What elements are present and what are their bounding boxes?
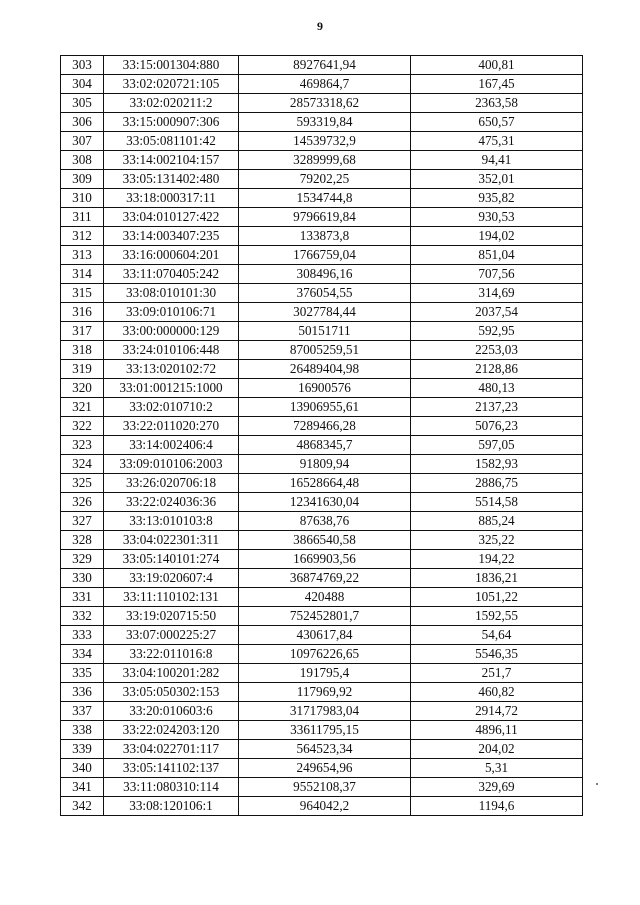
cadastral-value-cell: 8927641,94 [239, 56, 411, 75]
area-cell: 475,31 [411, 132, 583, 151]
cadastral-value-cell: 133873,8 [239, 227, 411, 246]
table-row [61, 683, 583, 702]
cadastral-value-cell: 31717983,04 [239, 702, 411, 721]
area-cell: 5076,23 [411, 417, 583, 436]
row-number-cell: 321 [61, 398, 104, 417]
table-row [61, 797, 583, 816]
row-number-cell: 328 [61, 531, 104, 550]
area-cell: 204,02 [411, 740, 583, 759]
row-number-cell: 341 [61, 778, 104, 797]
table-row [61, 436, 583, 455]
cadastral-value-cell: 964042,2 [239, 797, 411, 816]
table-row [61, 531, 583, 550]
cadastral-number-cell: 33:11:080310:114 [104, 778, 239, 797]
table-row [61, 208, 583, 227]
cadastral-value-cell: 16528664,48 [239, 474, 411, 493]
row-number-cell: 305 [61, 94, 104, 113]
area-cell: 251,7 [411, 664, 583, 683]
row-number-cell: 326 [61, 493, 104, 512]
area-cell: 935,82 [411, 189, 583, 208]
area-cell: 329,69 [411, 778, 583, 797]
cadastral-value-cell: 4868345,7 [239, 436, 411, 455]
cadastral-value-cell: 752452801,7 [239, 607, 411, 626]
table-row [61, 493, 583, 512]
row-number-cell: 322 [61, 417, 104, 436]
table-row [61, 455, 583, 474]
cadastral-number-cell: 33:22:011016:8 [104, 645, 239, 664]
cadastral-value-cell: 10976226,65 [239, 645, 411, 664]
cadastral-number-cell: 33:14:003407:235 [104, 227, 239, 246]
cadastral-value-cell: 7289466,28 [239, 417, 411, 436]
cadastral-value-cell: 91809,94 [239, 455, 411, 474]
cadastral-number-cell: 33:05:140101:274 [104, 550, 239, 569]
table-row [61, 398, 583, 417]
area-cell: 1592,55 [411, 607, 583, 626]
row-number-cell: 335 [61, 664, 104, 683]
table-row [61, 189, 583, 208]
area-cell: 1194,6 [411, 797, 583, 816]
cadastral-number-cell: 33:15:000907:306 [104, 113, 239, 132]
cadastral-number-cell: 33:18:000317:11 [104, 189, 239, 208]
cadastral-number-cell: 33:02:020211:2 [104, 94, 239, 113]
cadastral-number-cell: 33:04:022701:117 [104, 740, 239, 759]
cadastral-number-cell: 33:19:020715:50 [104, 607, 239, 626]
area-cell: 2253,03 [411, 341, 583, 360]
table-row [61, 227, 583, 246]
row-number-cell: 309 [61, 170, 104, 189]
area-cell: 851,04 [411, 246, 583, 265]
row-number-cell: 342 [61, 797, 104, 816]
area-cell: 314,69 [411, 284, 583, 303]
cadastral-number-cell: 33:04:010127:422 [104, 208, 239, 227]
table-row [61, 341, 583, 360]
area-cell: 4896,11 [411, 721, 583, 740]
cadastral-number-cell: 33:16:000604:201 [104, 246, 239, 265]
cadastral-number-cell: 33:05:141102:137 [104, 759, 239, 778]
area-cell: 2886,75 [411, 474, 583, 493]
cadastral-number-cell: 33:26:020706:18 [104, 474, 239, 493]
row-number-cell: 318 [61, 341, 104, 360]
cadastral-number-cell: 33:05:081101:42 [104, 132, 239, 151]
row-number-cell: 340 [61, 759, 104, 778]
cadastral-value-cell: 16900576 [239, 379, 411, 398]
row-number-cell: 330 [61, 569, 104, 588]
table-row [61, 417, 583, 436]
area-cell: 194,22 [411, 550, 583, 569]
table-row [61, 474, 583, 493]
cadastral-number-cell: 33:24:010106:448 [104, 341, 239, 360]
scan-speck [596, 783, 598, 785]
cadastral-number-cell: 33:07:000225:27 [104, 626, 239, 645]
row-number-cell: 317 [61, 322, 104, 341]
table-row [61, 303, 583, 322]
cadastral-number-cell: 33:11:070405:242 [104, 265, 239, 284]
cadastral-value-cell: 3866540,58 [239, 531, 411, 550]
cadastral-number-cell: 33:22:011020:270 [104, 417, 239, 436]
cadastral-value-cell: 87005259,51 [239, 341, 411, 360]
cadastral-value-cell: 376054,55 [239, 284, 411, 303]
table-row [61, 56, 583, 75]
table-row [61, 626, 583, 645]
row-number-cell: 313 [61, 246, 104, 265]
table-row [61, 360, 583, 379]
cadastral-value-cell: 36874769,22 [239, 569, 411, 588]
table-row [61, 113, 583, 132]
cadastral-number-cell: 33:19:020607:4 [104, 569, 239, 588]
row-number-cell: 310 [61, 189, 104, 208]
table-row [61, 588, 583, 607]
table-row [61, 151, 583, 170]
cadastral-value-cell: 564523,34 [239, 740, 411, 759]
area-cell: 194,02 [411, 227, 583, 246]
cadastral-value-cell: 3289999,68 [239, 151, 411, 170]
row-number-cell: 314 [61, 265, 104, 284]
row-number-cell: 311 [61, 208, 104, 227]
cadastral-value-cell: 308496,16 [239, 265, 411, 284]
row-number-cell: 337 [61, 702, 104, 721]
row-number-cell: 312 [61, 227, 104, 246]
cadastral-number-cell: 33:14:002104:157 [104, 151, 239, 170]
table-row [61, 569, 583, 588]
area-cell: 885,24 [411, 512, 583, 531]
row-number-cell: 320 [61, 379, 104, 398]
cadastral-value-cell: 9552108,37 [239, 778, 411, 797]
cadastral-value-cell: 26489404,98 [239, 360, 411, 379]
cadastral-number-cell: 33:13:010103:8 [104, 512, 239, 531]
table-row [61, 778, 583, 797]
row-number-cell: 334 [61, 645, 104, 664]
row-number-cell: 325 [61, 474, 104, 493]
table-row [61, 740, 583, 759]
cadastral-value-cell: 50151711 [239, 322, 411, 341]
table-row [61, 170, 583, 189]
area-cell: 2914,72 [411, 702, 583, 721]
area-cell: 2128,86 [411, 360, 583, 379]
area-cell: 2137,23 [411, 398, 583, 417]
area-cell: 5546,35 [411, 645, 583, 664]
cadastral-number-cell: 33:09:010106:71 [104, 303, 239, 322]
area-cell: 352,01 [411, 170, 583, 189]
row-number-cell: 307 [61, 132, 104, 151]
table-row [61, 322, 583, 341]
cadastral-value-cell: 28573318,62 [239, 94, 411, 113]
area-cell: 650,57 [411, 113, 583, 132]
cadastral-value-cell: 87638,76 [239, 512, 411, 531]
cadastral-value-cell: 3027784,44 [239, 303, 411, 322]
cadastral-value-cell: 420488 [239, 588, 411, 607]
cadastral-value-cell: 79202,25 [239, 170, 411, 189]
cadastral-value-cell: 14539732,9 [239, 132, 411, 151]
table-row [61, 512, 583, 531]
row-number-cell: 308 [61, 151, 104, 170]
cadastral-value-cell: 117969,92 [239, 683, 411, 702]
cadastral-number-cell: 33:00:000000:129 [104, 322, 239, 341]
row-number-cell: 336 [61, 683, 104, 702]
area-cell: 54,64 [411, 626, 583, 645]
row-number-cell: 332 [61, 607, 104, 626]
table-row [61, 379, 583, 398]
cadastral-number-cell: 33:04:100201:282 [104, 664, 239, 683]
area-cell: 592,95 [411, 322, 583, 341]
cadastral-number-cell: 33:04:022301:311 [104, 531, 239, 550]
table-row [61, 721, 583, 740]
area-cell: 5514,58 [411, 493, 583, 512]
cadastral-number-cell: 33:08:120106:1 [104, 797, 239, 816]
table-row [61, 664, 583, 683]
row-number-cell: 303 [61, 56, 104, 75]
cadastral-value-cell: 9796619,84 [239, 208, 411, 227]
table-row [61, 759, 583, 778]
row-number-cell: 327 [61, 512, 104, 531]
area-cell: 2037,54 [411, 303, 583, 322]
row-number-cell: 315 [61, 284, 104, 303]
area-cell: 707,56 [411, 265, 583, 284]
cadastral-number-cell: 33:05:050302:153 [104, 683, 239, 702]
cadastral-number-cell: 33:11:110102:131 [104, 588, 239, 607]
area-cell: 400,81 [411, 56, 583, 75]
table-row [61, 265, 583, 284]
land-registry-table [60, 55, 583, 816]
table-row [61, 607, 583, 626]
area-cell: 597,05 [411, 436, 583, 455]
row-number-cell: 323 [61, 436, 104, 455]
cadastral-number-cell: 33:09:010106:2003 [104, 455, 239, 474]
cadastral-number-cell: 33:02:010710:2 [104, 398, 239, 417]
row-number-cell: 338 [61, 721, 104, 740]
table-row [61, 75, 583, 94]
row-number-cell: 329 [61, 550, 104, 569]
cadastral-value-cell: 1669903,56 [239, 550, 411, 569]
area-cell: 1051,22 [411, 588, 583, 607]
area-cell: 930,53 [411, 208, 583, 227]
area-cell: 94,41 [411, 151, 583, 170]
area-cell: 2363,58 [411, 94, 583, 113]
cadastral-value-cell: 430617,84 [239, 626, 411, 645]
cadastral-number-cell: 33:15:001304:880 [104, 56, 239, 75]
area-cell: 5,31 [411, 759, 583, 778]
table-row [61, 550, 583, 569]
cadastral-value-cell: 249654,96 [239, 759, 411, 778]
cadastral-number-cell: 33:22:024036:36 [104, 493, 239, 512]
table-row [61, 702, 583, 721]
area-cell: 325,22 [411, 531, 583, 550]
row-number-cell: 304 [61, 75, 104, 94]
row-number-cell: 324 [61, 455, 104, 474]
page-number: 9 [317, 19, 323, 33]
cadastral-value-cell: 1534744,8 [239, 189, 411, 208]
table-row [61, 645, 583, 664]
cadastral-value-cell: 12341630,04 [239, 493, 411, 512]
cadastral-number-cell: 33:05:131402:480 [104, 170, 239, 189]
area-cell: 1582,93 [411, 455, 583, 474]
cadastral-value-cell: 191795,4 [239, 664, 411, 683]
cadastral-value-cell: 13906955,61 [239, 398, 411, 417]
table-body [61, 56, 583, 816]
cadastral-value-cell: 593319,84 [239, 113, 411, 132]
row-number-cell: 319 [61, 360, 104, 379]
cadastral-number-cell: 33:14:002406:4 [104, 436, 239, 455]
area-cell: 480,13 [411, 379, 583, 398]
row-number-cell: 316 [61, 303, 104, 322]
cadastral-number-cell: 33:01:001215:1000 [104, 379, 239, 398]
cadastral-value-cell: 1766759,04 [239, 246, 411, 265]
area-cell: 460,82 [411, 683, 583, 702]
table-row [61, 246, 583, 265]
row-number-cell: 331 [61, 588, 104, 607]
table-row [61, 94, 583, 113]
row-number-cell: 339 [61, 740, 104, 759]
cadastral-number-cell: 33:02:020721:105 [104, 75, 239, 94]
cadastral-number-cell: 33:13:020102:72 [104, 360, 239, 379]
table-row [61, 132, 583, 151]
area-cell: 167,45 [411, 75, 583, 94]
cadastral-number-cell: 33:20:010603:6 [104, 702, 239, 721]
row-number-cell: 306 [61, 113, 104, 132]
cadastral-number-cell: 33:08:010101:30 [104, 284, 239, 303]
cadastral-value-cell: 33611795,15 [239, 721, 411, 740]
cadastral-value-cell: 469864,7 [239, 75, 411, 94]
row-number-cell: 333 [61, 626, 104, 645]
cadastral-number-cell: 33:22:024203:120 [104, 721, 239, 740]
area-cell: 1836,21 [411, 569, 583, 588]
table-row [61, 284, 583, 303]
